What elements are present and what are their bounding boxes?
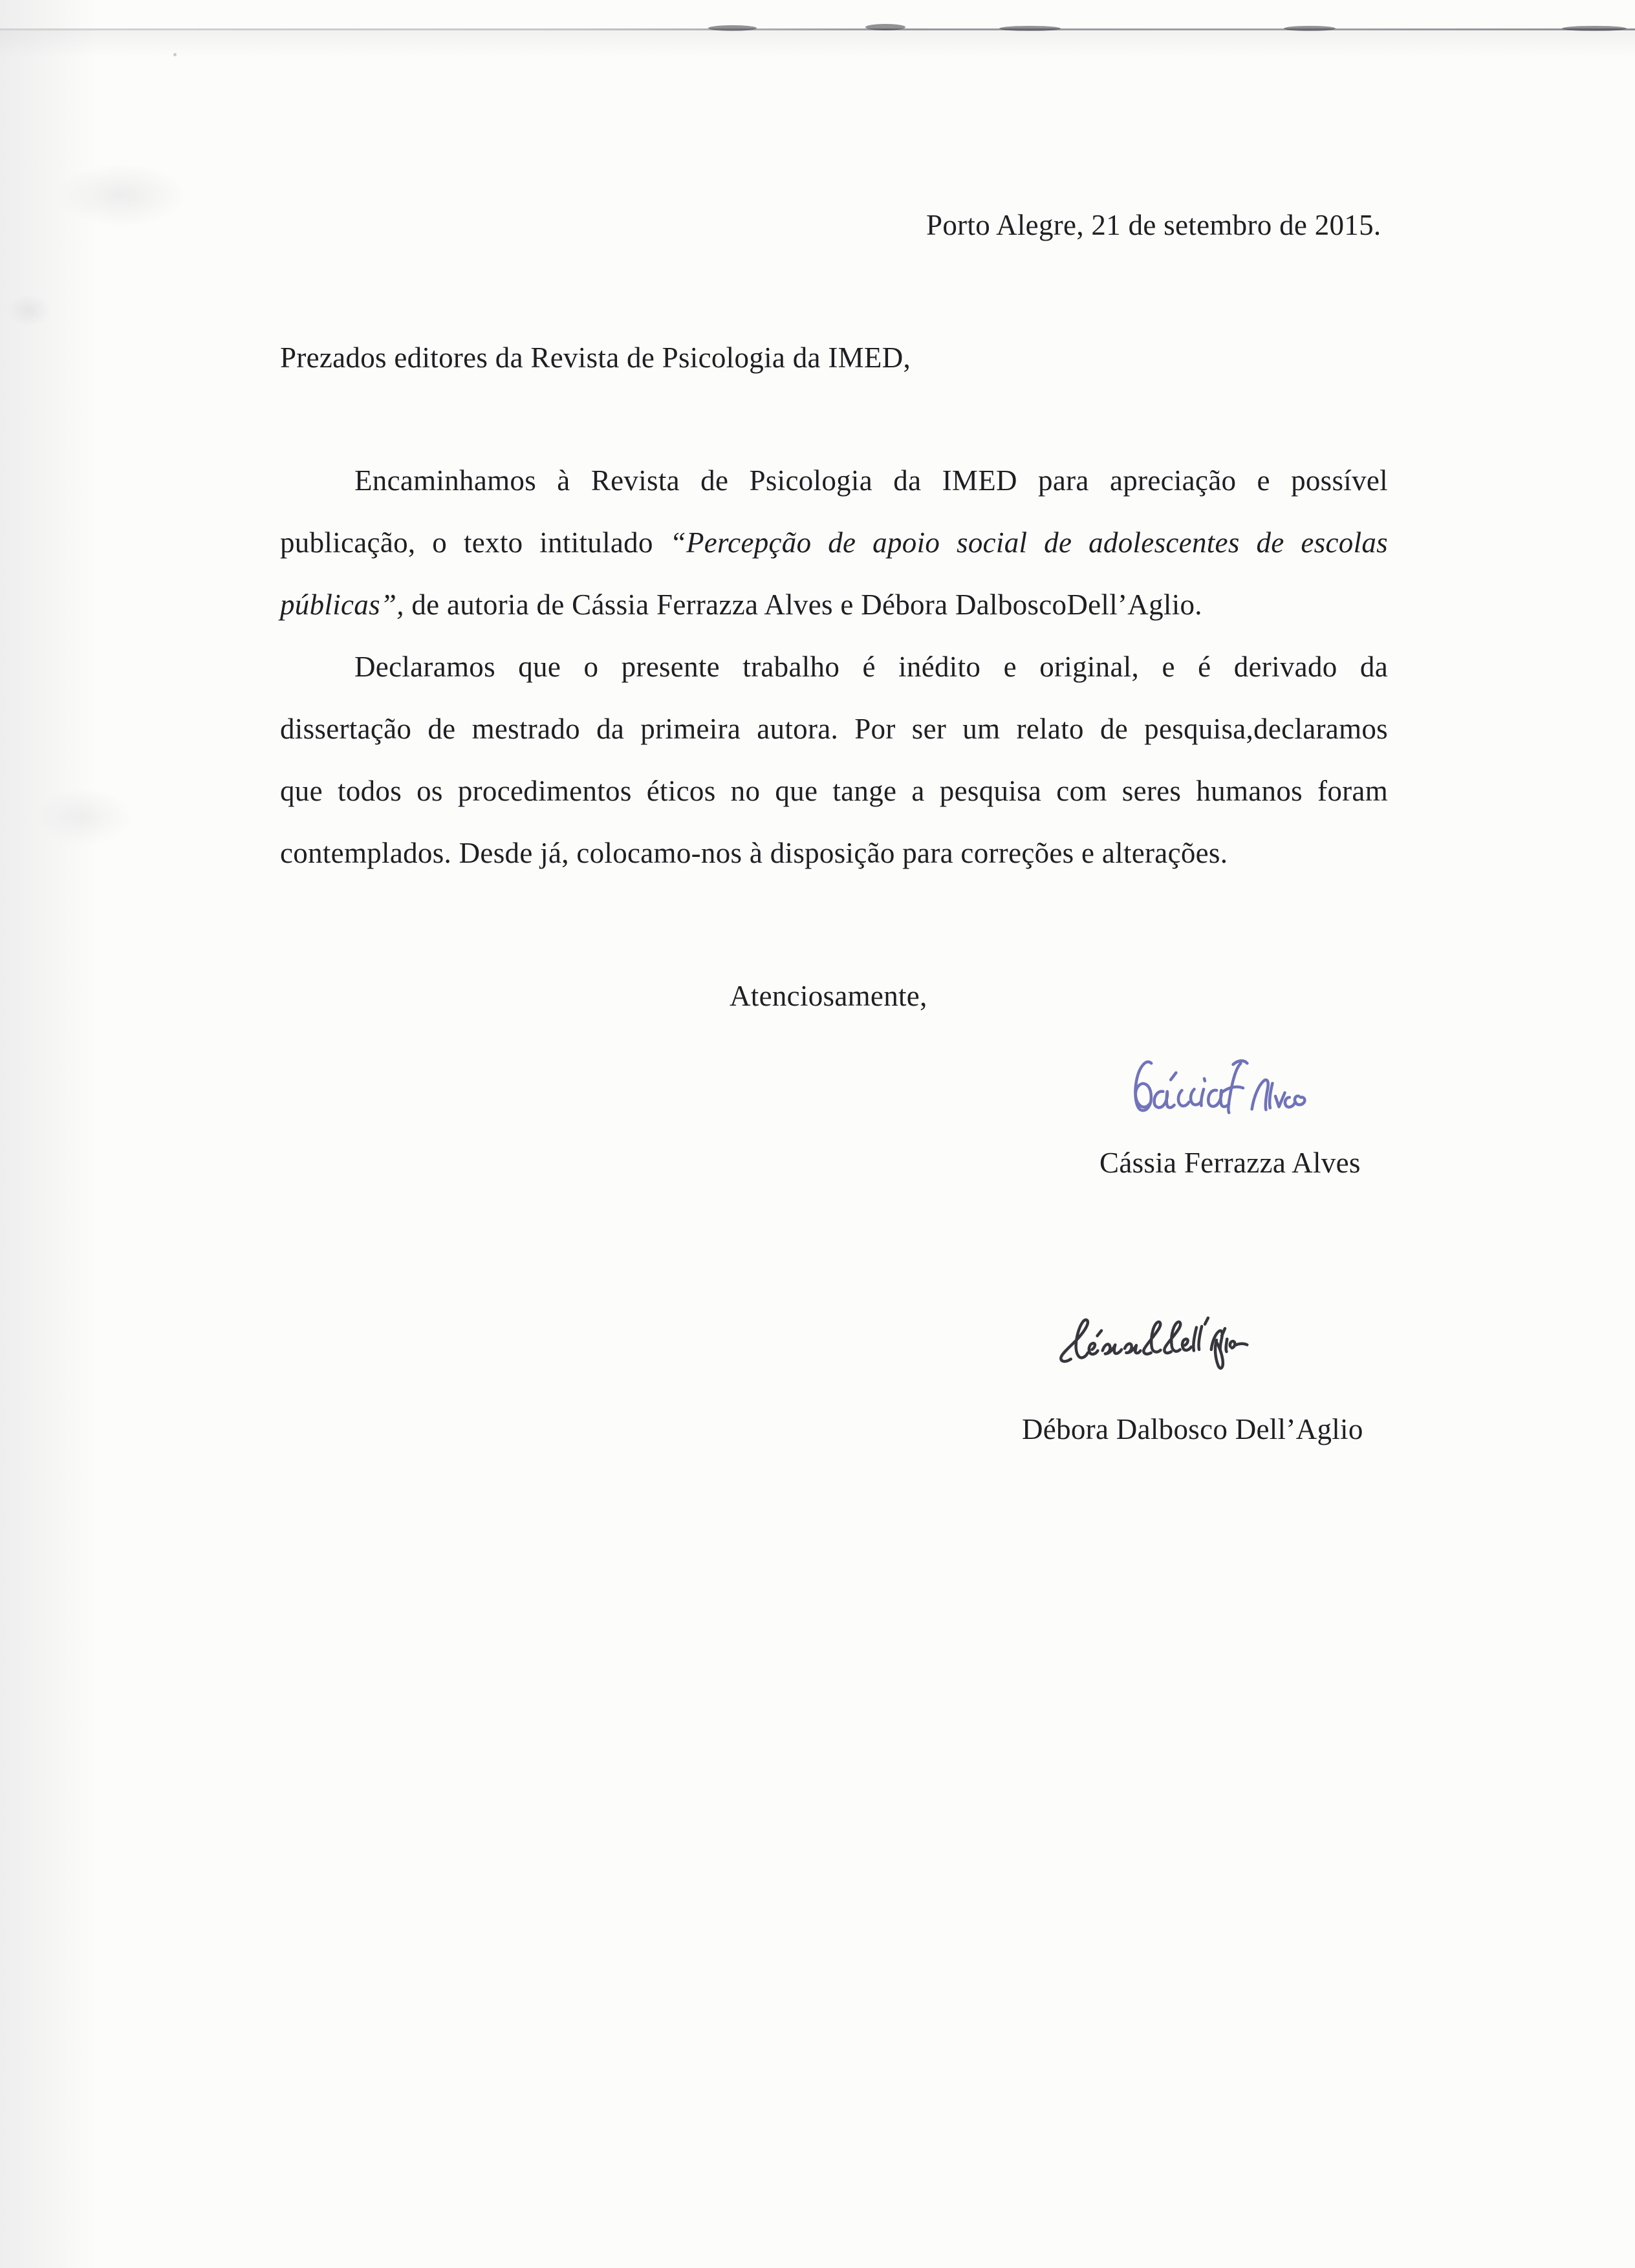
paragraph-text: contemplados. Desde já, colocamo-nos à disposição para correções e alterações. <box>280 837 1228 869</box>
paragraph-text: que todos os procedimentos éticos no que tange a pesquisa com seres humanos foram <box>280 775 1388 807</box>
paragraph2-line1 <box>280 636 1388 698</box>
paragraph1-line2 <box>280 512 1388 574</box>
paragraph-text: Declaramos que o presente trabalho é inédito e original, e é derivado da <box>354 651 1388 683</box>
handwritten-signature-debora <box>1053 1302 1251 1381</box>
scan-artifact-blob <box>865 24 905 30</box>
signature1-typed-name: Cássia Ferrazza Alves <box>1099 1147 1361 1179</box>
article-title-text: “Percepção de apoio social de adolescentes de escolas <box>669 526 1388 559</box>
signature2-typed-name: Débora Dalbosco Dell’Aglio <box>1022 1413 1363 1445</box>
salutation: Prezados editores da Revista de Psicologia da IMED, <box>280 341 911 374</box>
paragraph1-line3 <box>280 574 1388 636</box>
letter-body <box>280 449 1388 884</box>
closing-line: Atenciosamente, <box>730 980 927 1012</box>
date-line: Porto Alegre, 21 de setembro de 2015. <box>926 209 1381 241</box>
scan-shadow-band <box>0 30 1635 58</box>
scan-smudge <box>57 163 186 228</box>
scan-smudge <box>6 294 52 327</box>
handwritten-signature-cassia <box>1114 1054 1308 1127</box>
scan-speck <box>173 53 177 56</box>
paragraph2-line4 <box>280 822 1388 884</box>
paragraph-text: publicação, o texto intitulado <box>280 526 670 559</box>
paragraph-text: de autoria de Cássia Ferrazza Alves e Débora DalboscoDell’Aglio. <box>404 589 1202 621</box>
paragraph1-line1 <box>280 449 1388 512</box>
page-left-edge-shading <box>0 0 97 2268</box>
paragraph-text: Encaminhamos à Revista de Psicologia da IMED para apreciação e possível <box>354 464 1388 497</box>
scan-smudge <box>36 788 133 846</box>
paragraph-text: dissertação de mestrado da primeira autora. Por ser um relato de pesquisa,declaramos <box>280 713 1388 745</box>
paragraph2-line2 <box>280 698 1388 760</box>
paragraph2-line3 <box>280 760 1388 822</box>
article-title-text: públicas”, <box>280 589 404 621</box>
